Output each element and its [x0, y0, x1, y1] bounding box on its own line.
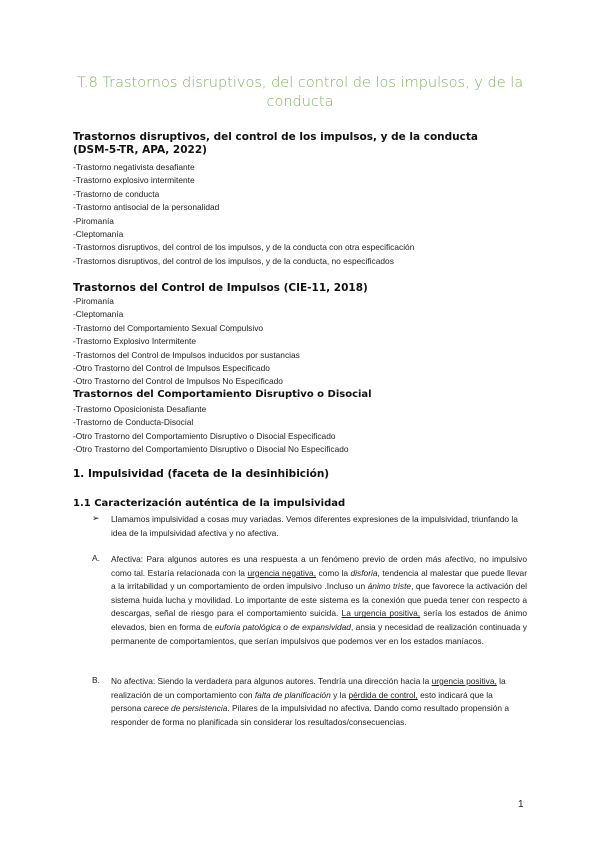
- marker-b: B.: [92, 675, 100, 685]
- section2-heading: Trastornos del Control de Impulsos (CIE-11, 2018): [73, 282, 368, 294]
- marker-a: A.: [92, 553, 100, 563]
- section4-subheading: 1.1 Caracterización auténtica de la impulsividad: [73, 498, 346, 509]
- page-number: 1: [518, 799, 524, 810]
- page-title: T.8 Trastornos disruptivos, del control de los impulsos, y de la conducta: [76, 75, 524, 110]
- arrow-bullet-icon: ➢: [92, 513, 100, 523]
- list-item: -Otro Trastorno del Comportamiento Disruptivo o Disocial Especificado: [73, 430, 336, 441]
- list-item: -Cleptomanía: [73, 309, 124, 320]
- list-item: -Trastorno del Comportamiento Sexual Compulsivo: [73, 322, 264, 333]
- list-item: -Piromanía: [73, 296, 114, 306]
- section1-list: [73, 161, 414, 268]
- section4-heading: 1. Impulsividad (faceta de la desinhibición): [73, 468, 330, 480]
- list-item: -Trastorno de conducta: [73, 188, 160, 199]
- section3-list: [73, 403, 349, 457]
- section3-heading: Trastornos del Comportamiento Disruptivo o Disocial: [73, 389, 372, 400]
- list-item: -Trastornos disruptivos, del control de los impulsos, y de la conducta con otra especificación: [73, 242, 415, 253]
- intro-paragraph: Llamamos impulsividad a cosas muy variadas. Vemos diferentes expresiones de la impulsividad, triunfando la idea de la impulsividad afectiva y no afectiva.: [111, 514, 518, 538]
- list-item: -Otro Trastorno del Comportamiento Disruptivo o Disocial No Especificado: [73, 444, 349, 455]
- list-item: -Trastorno Explosivo Intermitente: [73, 336, 197, 347]
- list-item: -Trastorno negativista desafiante: [73, 162, 195, 172]
- list-item: -Trastorno Oposicionista Desafiante: [73, 404, 207, 414]
- section2-list: [73, 295, 300, 389]
- list-item: -Cleptomanía: [73, 229, 124, 240]
- section1-heading: Trastornos disruptivos, del control de los impulsos, y de la conducta (DSM-5-TR, APA, 2022): [73, 131, 478, 156]
- list-item: -Trastornos disruptivos, del control de los impulsos, y de la conducta, no especificados: [73, 255, 394, 266]
- list-item: -Otro Trastorno del Control de Impulsos No Especificado: [73, 376, 283, 387]
- list-item: -Trastorno antisocial de la personalidad: [73, 202, 220, 213]
- paragraph-non-affective: No afectiva: Siendo la verdadera para algunos autores. Tendría una dirección hacia la urgencia positiva, la realización de un comportamiento con falta de planificación y la pérdida de control, esto indicará que la persona carece de persistencia. Pilares de la impulsividad no afectiva. Dando como resultado propensión a responder de forma no planificada sin considerar los resultados/consecuencias.: [111, 676, 510, 727]
- list-item: -Trastornos del Control de Impulsos inducidos por sustancias: [73, 349, 300, 360]
- list-item: -Trastorno de Conducta-Disocial: [73, 417, 194, 428]
- list-item: -Otro Trastorno del Control de Impulsos Especificado: [73, 363, 270, 374]
- list-item: -Piromanía: [73, 215, 114, 226]
- list-item: -Trastorno explosivo intermitente: [73, 175, 195, 186]
- paragraph-affective: Afectiva: Para algunos autores es una respuesta a un fenómeno previo de orden más afectivo, no impulsivo como tal. Estaría relacionada con la urgencia negativa, como la disforia, tendencia al malestar que puede llevar a la irritabilidad y un comportamiento de orden impulsivo .Incluso un ánimo triste, que favorece la activación del sistema huida lucha y movilidad. Lo importante de este sistema es la conexión que pueda tener con respecto a descargas, señal de riesgo para el comportamiento suicida. La urgencia positiva, sería los estados de ánimo elevados, bien en forma de euforia patológica o de expansividad, ansia y necesidad de realización continuada y permanente de comportamientos, que serían impulsivos que podemos ver en los estados maníacos.: [111, 554, 527, 646]
